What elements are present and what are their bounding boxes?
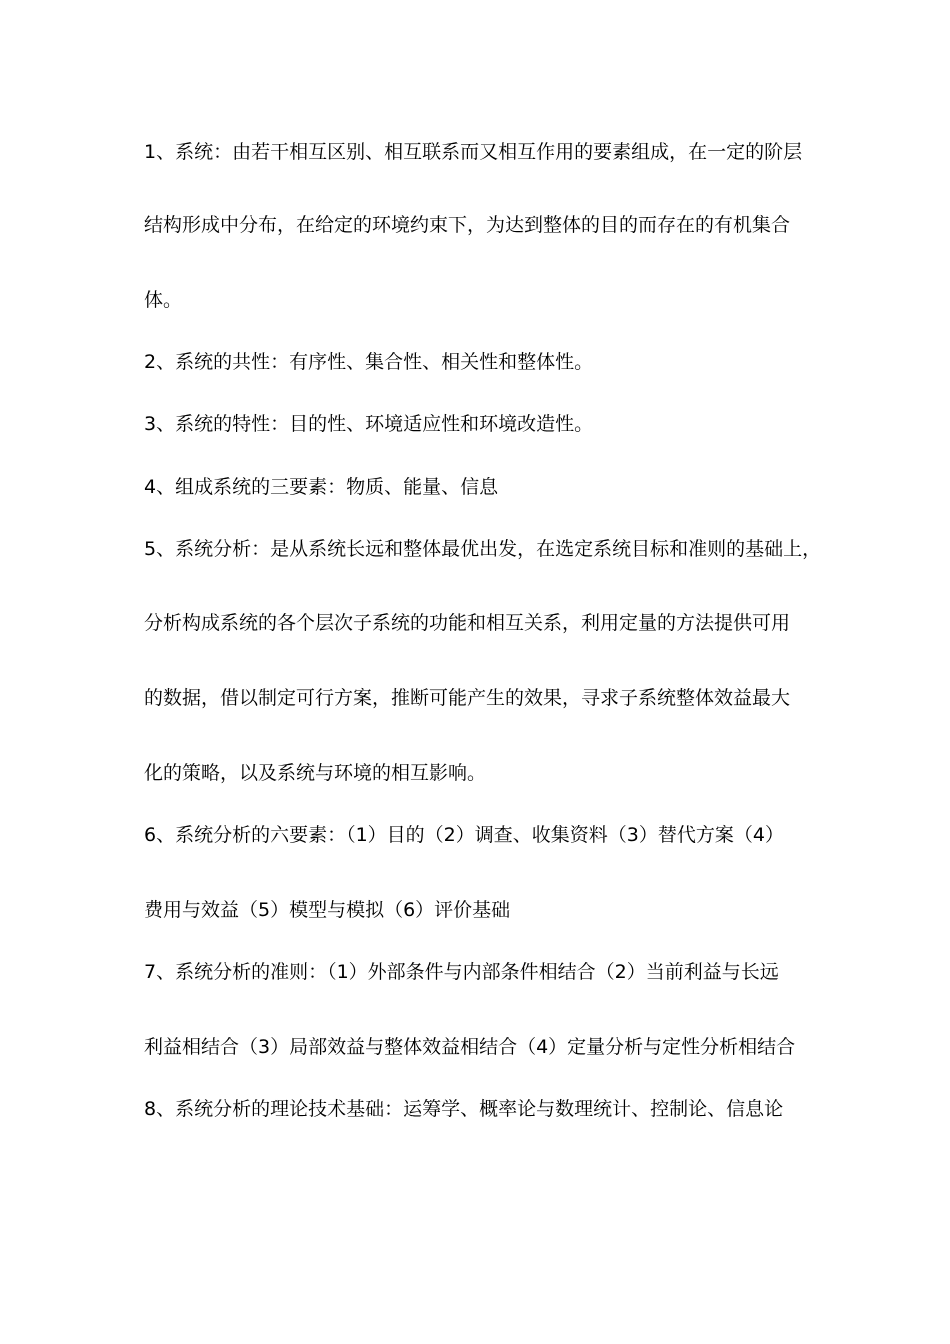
text-line-14: 利益相结合（3）局部效益与整体效益相结合（4）定量分析与定性分析相结合 xyxy=(144,1036,796,1058)
text-line-10: 化的策略，以及系统与环境的相互影响。 xyxy=(144,762,487,784)
text-line-6: 4、组成系统的三要素：物质、能量、信息 xyxy=(144,476,499,498)
text-line-4: 2、系统的共性：有序性、集合性、相关性和整体性。 xyxy=(144,351,594,373)
text-line-11: 6、系统分析的六要素：（1）目的（2）调查、收集资料（3）替代方案（4） xyxy=(144,824,784,846)
text-line-1: 1、系统：由若干相互区别、相互联系而又相互作用的要素组成，在一定的阶层 xyxy=(144,141,803,163)
text-line-13: 7、系统分析的准则：（1）外部条件与内部条件相结合（2）当前利益与长远 xyxy=(144,961,779,983)
text-line-9: 的数据，借以制定可行方案，推断可能产生的效果，寻求子系统整体效益最大 xyxy=(144,687,791,709)
text-line-5: 3、系统的特性：目的性、环境适应性和环境改造性。 xyxy=(144,413,594,435)
text-line-2: 结构形成中分布，在给定的环境约束下，为达到整体的目的而存在的有机集合 xyxy=(144,214,791,236)
text-line-7: 5、系统分析：是从系统长远和整体最优出发，在选定系统目标和准则的基础上， xyxy=(144,538,822,560)
text-line-8: 分析构成系统的各个层次子系统的功能和相互关系，利用定量的方法提供可用 xyxy=(144,612,791,634)
text-line-3: 体。 xyxy=(144,289,183,311)
text-line-15: 8、系统分析的理论技术基础：运筹学、概率论与数理统计、控制论、信息论 xyxy=(144,1098,784,1120)
text-line-12: 费用与效益（5）模型与模拟（6）评价基础 xyxy=(144,899,511,921)
